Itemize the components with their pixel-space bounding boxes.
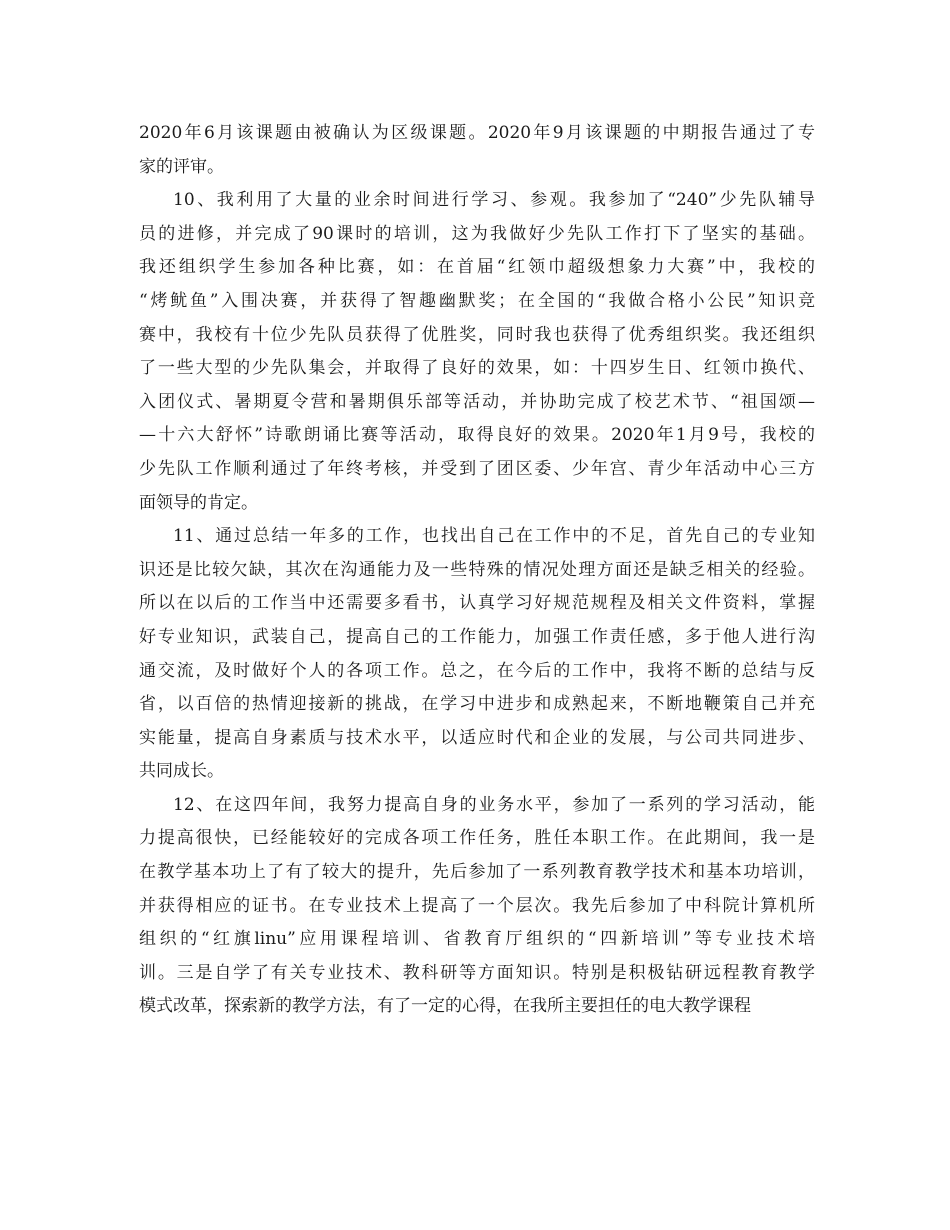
- text-line: 模式改革，探索新的教学方法，有了一定的心得，在我所主要担任的电大教学课程: [139, 996, 751, 1017]
- text-line: 共同成长。: [139, 761, 224, 782]
- paragraph-p-11: [139, 520, 815, 789]
- text-line: 家的评审。: [139, 156, 224, 177]
- paragraph-p-10: [139, 184, 815, 520]
- text-line: 12、在这四年间，我努力提高自身的业务水平，参加了一系列的学习活动，能: [173, 794, 815, 815]
- text-line: 了一些大型的少先队集会，并取得了良好的效果，如：十四岁生日、红领巾换代、: [139, 358, 815, 379]
- document-body: [139, 117, 815, 1024]
- text-line: 实能量，提高自身素质与技术水平，以适应时代和企业的发展，与公司共同进步、: [139, 727, 815, 748]
- text-line: 入团仪式、暑期夏令营和暑期俱乐部等活动，并协助完成了校艺术节、“祖国颂—: [139, 391, 815, 412]
- text-line: 在教学基本功上了有了较大的提升，先后参加了一系列教育教学技术和基本功培训，: [139, 862, 815, 883]
- text-line: 所以在以后的工作当中还需要多看书，认真学习好规范规程及相关文件资料，掌握: [139, 593, 815, 614]
- text-line: 11、通过总结一年多的工作，也找出自己在工作中的不足，首先自己的专业知: [173, 526, 815, 547]
- text-line: —十六大舒怀”诗歌朗诵比赛等活动，取得良好的效果。2020年1月9号，我校的: [139, 425, 815, 446]
- text-line: 员的进修，并完成了90课时的培训，这为我做好少先队工作打下了坚实的基础。: [139, 223, 815, 244]
- text-line: 力提高很快，已经能较好的完成各项工作任务，胜任本职工作。在此期间，我一是: [139, 828, 815, 849]
- paragraph-p-continuation: [139, 117, 815, 184]
- text-line: 好专业知识，武装自己，提高自己的工作能力，加强工作责任感，多于他人进行沟: [139, 626, 815, 647]
- text-line: 赛中，我校有十位少先队员获得了优胜奖，同时我也获得了优秀组织奖。我还组织: [139, 324, 815, 345]
- text-line: 10、我利用了大量的业余时间进行学习、参观。我参加了“240”少先队辅导: [173, 190, 815, 211]
- text-line: “烤鱿鱼”入围决赛，并获得了智趣幽默奖；在全国的“我做合格小公民”知识竞: [139, 290, 815, 311]
- text-line: 2020年6月该课题由被确认为区级课题。2020年9月该课题的中期报告通过了专: [139, 123, 815, 143]
- text-line: 面领导的肯定。: [139, 492, 258, 513]
- text-line: 省，以百倍的热情迎接新的挑战，在学习中进步和成熟起来，不断地鞭策自己并充: [139, 694, 815, 715]
- paragraph-p-12: [139, 789, 815, 1024]
- text-line: 少先队工作顺利通过了年终考核，并受到了团区委、少年宫、青少年活动中心三方: [139, 458, 815, 479]
- text-line: 通交流，及时做好个人的各项工作。总之，在今后的工作中，我将不断的总结与反: [139, 660, 815, 681]
- text-line: 识还是比较欠缺，其次在沟通能力及一些特殊的情况处理方面还是缺乏相关的经验。: [139, 559, 815, 580]
- text-line: 我还组织学生参加各种比赛，如：在首届“红领巾超级想象力大赛”中，我校的: [139, 257, 815, 278]
- text-line: 并获得相应的证书。在专业技术上提高了一个层次。我先后参加了中科院计算机所: [139, 895, 815, 916]
- text-line: 组织的“红旗linu”应用课程培训、省教育厅组织的“四新培训”等专业技术培: [139, 929, 815, 950]
- text-line: 训。三是自学了有关专业技术、教科研等方面知识。特别是积极钻研远程教育教学: [139, 962, 815, 983]
